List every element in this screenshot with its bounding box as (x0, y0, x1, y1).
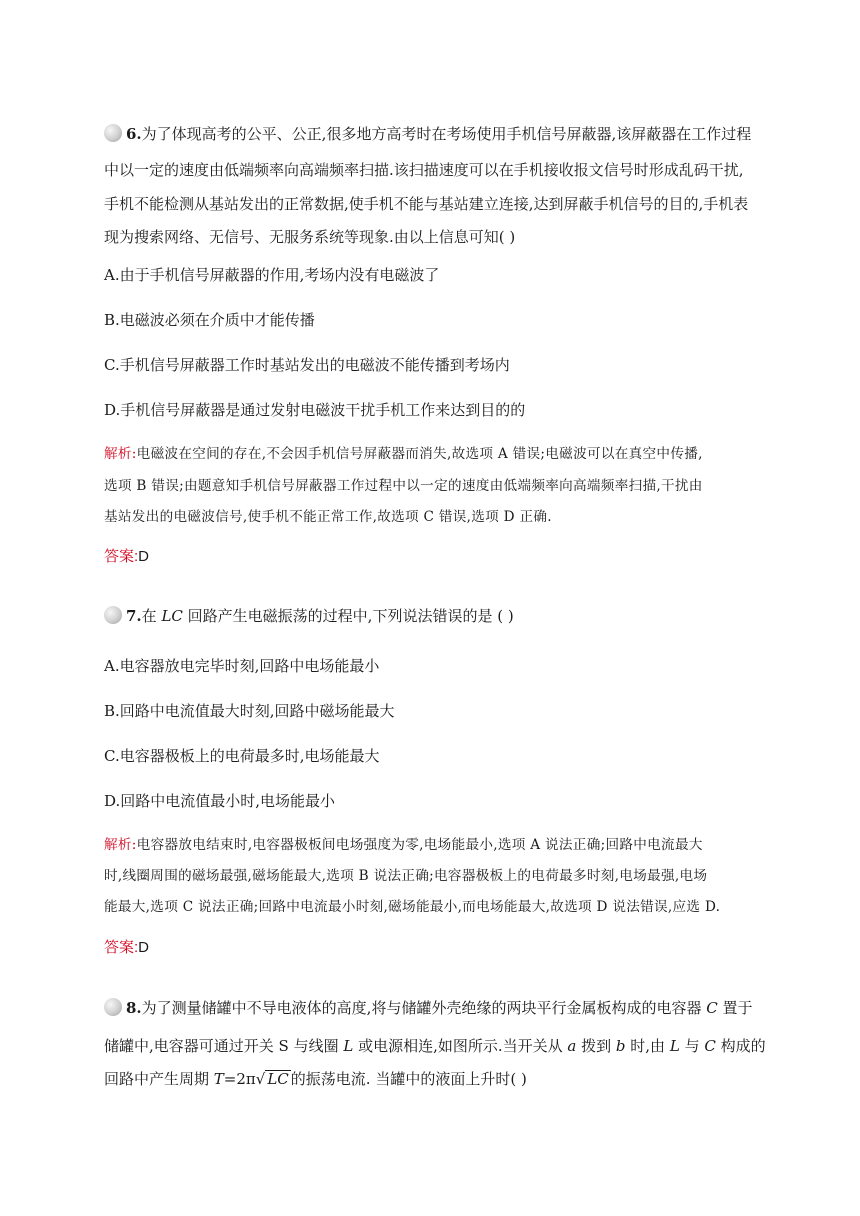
q8-number: 8. (126, 999, 142, 1017)
q7-explanation-line-3: 能最大,选项 C 说法正确;回路中电流最小时刻,磁场能最小,而电场能最大,故选项 D 说法错误,应选 D. (104, 899, 721, 915)
q7-number: 7. (126, 607, 142, 625)
q8-l2-e: 与 (679, 1037, 705, 1055)
q7-stem-post: 回路产生电磁振荡的过程中,下列说法错误的是 ( ) (182, 607, 514, 625)
q7-explanation-line-1 (104, 835, 703, 855)
q6-number: 6. (126, 125, 142, 143)
q8-l3-eq: =2π (223, 1070, 256, 1088)
q6-stem-line-3: 手机不能检测从基站发出的正常数据,使手机不能与基站建立连接,达到屏蔽手机信号的目的,手机表 (104, 195, 749, 213)
q6-option-a: A.由于手机信号屏蔽器的作用,考场内没有电磁波了 (104, 266, 440, 284)
q8-l2-C: C (704, 1037, 716, 1055)
q7-option-d: D.回路中电流值最小时,电场能最小 (104, 792, 336, 810)
q8-stem-line-3 (104, 1069, 527, 1089)
q6-stem-line-4: 现为搜索网络、无信号、无服务系统等现象.由以上信息可知( ) (104, 228, 516, 246)
q8-line1-pre: 为了测量储罐中不导电液体的高度,将与储罐外壳绝缘的两块平行金属板构成的电容器 (141, 999, 707, 1017)
q8-l2-b: 或电源相连,如图所示.当开关从 (353, 1037, 568, 1055)
q8-l3-a: 回路中产生周期 (104, 1070, 214, 1088)
q7-explanation-label: 解析: (104, 837, 137, 853)
q7-explanation-text-1: 电容器放电结束时,电容器极板间电场强度为零,电场能最小,选项 A 说法正确;回路中电流最大 (136, 837, 703, 853)
q6-answer-label: 答案: (104, 548, 139, 565)
q7-stem-var: LC (161, 607, 183, 625)
q8-stem-line-2 (104, 1036, 766, 1056)
q8-l2-c: 拨到 (576, 1037, 616, 1055)
q7-stem (104, 606, 514, 626)
q6-option-d: D.手机信号屏蔽器是通过发射电磁波干扰手机工作来达到目的的 (104, 401, 526, 419)
q6-explanation-text-1: 电磁波在空间的存在,不会因手机信号屏蔽器而消失,故选项 A 错误;电磁波可以在真空中传播, (136, 446, 703, 462)
q6-stem-line-2: 中以一定的速度由低端频率向高端频率扫描.该扫描速度可以在手机接收报文信号时形成乱码干扰, (104, 161, 744, 179)
q8-l2-bvar: b (615, 1037, 626, 1055)
q8-l2-f: 构成的 (715, 1037, 766, 1055)
q6-stem-line-1 (104, 124, 751, 144)
q8-l2-L2: L (669, 1037, 680, 1055)
q6-option-b: B.电磁波必须在介质中才能传播 (104, 311, 315, 329)
q6-explanation-label: 解析: (104, 446, 137, 462)
q6-option-c: C.手机信号屏蔽器工作时基站发出的电磁波不能传播到考场内 (104, 356, 510, 374)
q7-option-c: C.电容器极板上的电荷最多时,电场能最大 (104, 747, 380, 765)
q6-stem-text-1: 为了体现高考的公平、公正,很多地方高考时在考场使用手机信号屏蔽器,该屏蔽器在工作过程 (141, 125, 752, 143)
q6-explanation-line-3: 基站发出的电磁波信号,使手机不能正常工作,故选项 C 错误,选项 D 正确. (104, 509, 552, 525)
q8-l2-L: L (343, 1037, 354, 1055)
q7-option-b: B.回路中电流值最大时刻,回路中磁场能最大 (104, 702, 395, 720)
q8-l3-LC: LC (267, 1070, 289, 1088)
q6-answer-value: D (138, 548, 150, 565)
question-bullet-icon (104, 124, 122, 142)
q7-answer (104, 938, 149, 958)
q7-answer-label: 答案: (104, 939, 139, 956)
question-bullet-icon (104, 998, 122, 1016)
q7-explanation-line-2: 时,线圈周围的磁场最强,磁场能最大,选项 B 说法正确;电容器极板上的电荷最多时刻,电场最强,电场 (104, 868, 708, 884)
sqrt-icon: √ (255, 1070, 266, 1088)
question-bullet-icon (104, 606, 122, 624)
q8-l2-avar: a (567, 1037, 577, 1055)
q6-answer (104, 547, 149, 567)
q8-stem-line-1 (104, 998, 752, 1018)
q6-explanation-line-1 (104, 444, 703, 464)
q7-option-a: A.电容器放电完毕时刻,回路中电场能最小 (104, 657, 380, 675)
q8-l3-T: T (213, 1070, 224, 1088)
q8-l3-post: 的振荡电流. 当罐中的液面上升时( ) (290, 1070, 527, 1088)
q8-l2-a: 储罐中,电容器可通过开关 S 与线圈 (104, 1037, 344, 1055)
q8-l2-d: 时,由 (625, 1037, 670, 1055)
q8-line1-var: C (706, 999, 718, 1017)
q6-explanation-line-2: 选项 B 错误;由题意知手机信号屏蔽器工作过程中以一定的速度由低端频率向高端频率扫描,干扰由 (104, 478, 703, 494)
q8-line1-post: 置于 (717, 999, 753, 1017)
q7-stem-pre: 在 (141, 607, 162, 625)
q7-answer-value: D (138, 939, 150, 956)
